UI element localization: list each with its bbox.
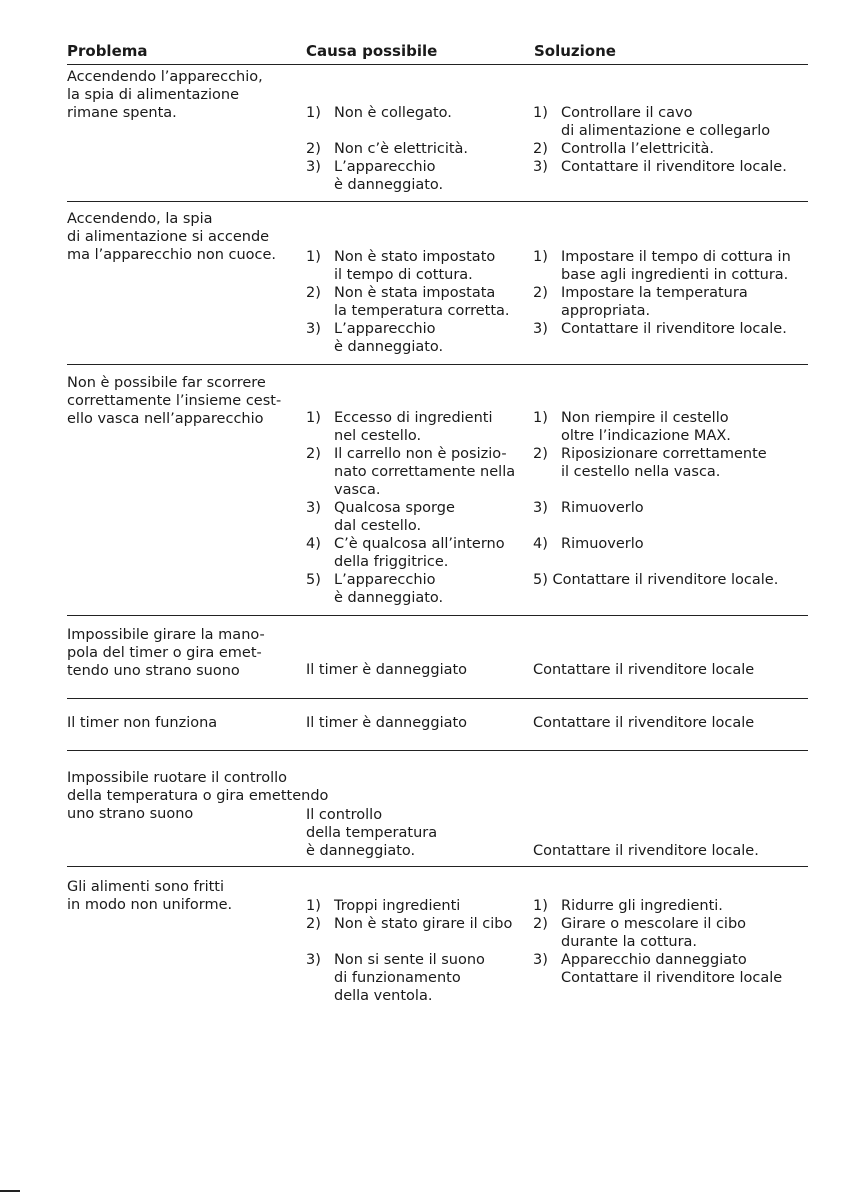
- item-text: nel cestello.: [334, 428, 422, 444]
- item-line: [533, 897, 782, 915]
- item-number: 1): [306, 898, 321, 914]
- item-line: [533, 266, 791, 284]
- item-line: [533, 661, 754, 679]
- item-text: è danneggiato.: [334, 590, 444, 606]
- solution-cell: [533, 661, 754, 679]
- list-item: [306, 915, 512, 933]
- problem-line: Impossibile ruotare il controllo: [67, 770, 287, 786]
- item-line: [306, 806, 437, 824]
- item-line: [533, 248, 791, 266]
- problem-line: Accendendo l’apparecchio,: [67, 69, 263, 85]
- cause-cell: [306, 409, 515, 607]
- item-line: [533, 842, 759, 860]
- item-line: [306, 897, 512, 915]
- item-number: 1): [533, 105, 548, 121]
- problem-line: Il timer non funziona: [67, 715, 218, 731]
- item-line: [306, 933, 512, 951]
- item-text: Non è stata impostata: [334, 285, 496, 301]
- cause-cell: [306, 104, 468, 194]
- item-line: [306, 284, 510, 302]
- item-number: 2): [306, 285, 321, 301]
- list-item: [306, 661, 467, 679]
- item-line: [533, 915, 782, 933]
- list-item: [306, 951, 512, 1005]
- item-text: Rimuoverlo: [561, 500, 644, 516]
- item-line: [533, 409, 778, 427]
- list-item: [306, 897, 512, 915]
- item-text: L’apparecchio: [334, 572, 436, 588]
- item-text: Non riempire il cestello: [561, 410, 729, 426]
- list-item: [533, 158, 787, 176]
- row-divider: [67, 698, 808, 699]
- problem-line: in modo non uniforme.: [67, 897, 233, 913]
- item-text: della ventola.: [334, 988, 433, 1004]
- list-item: [306, 535, 515, 571]
- item-line: [306, 302, 510, 320]
- list-item: [306, 806, 437, 860]
- item-text: oltre l’indicazione MAX.: [561, 428, 731, 444]
- list-item: [533, 481, 778, 499]
- item-text: Controllare il cavo: [561, 105, 693, 121]
- item-text: Non è stato girare il cibo: [334, 916, 513, 932]
- item-number: 3): [306, 952, 321, 968]
- problem-cell: [67, 714, 217, 732]
- problem-cell: [67, 374, 281, 428]
- list-item: [533, 517, 778, 535]
- item-line: [533, 104, 787, 122]
- item-line: [306, 158, 468, 176]
- item-line: [533, 481, 778, 499]
- item-text: Impostare il tempo di cottura in: [561, 249, 791, 265]
- item-line: [533, 427, 778, 445]
- list-item: [533, 951, 782, 987]
- list-item: [533, 571, 778, 589]
- item-line: [533, 445, 778, 463]
- item-line: [533, 463, 778, 481]
- item-text: durante la cottura.: [561, 934, 698, 950]
- problem-line: della temperatura o gira emettendo: [67, 788, 329, 804]
- item-line: [306, 987, 512, 1005]
- row-divider: [67, 201, 808, 202]
- item-line: [533, 140, 787, 158]
- item-text: Contattare il rivenditore locale: [533, 662, 755, 678]
- item-number: 2): [306, 916, 321, 932]
- item-text: Rimuoverlo: [561, 536, 644, 552]
- list-item: [533, 897, 782, 915]
- item-line: [533, 320, 791, 338]
- list-item: [533, 409, 778, 445]
- item-text: L’apparecchio: [334, 321, 436, 337]
- item-number: 3): [533, 952, 548, 968]
- cause-cell: [306, 806, 437, 860]
- item-text: Contattare il rivenditore locale: [561, 970, 783, 986]
- item-text: Troppi ingredienti: [334, 898, 461, 914]
- item-line: [306, 553, 515, 571]
- item-line: [306, 104, 468, 122]
- item-line: [306, 445, 515, 463]
- item-text: di alimentazione e collegarlo: [561, 123, 771, 139]
- solution-cell: [533, 248, 791, 338]
- item-text: Contattare il rivenditore locale.: [561, 159, 787, 175]
- item-text: base agli ingredienti in cottura.: [561, 267, 789, 283]
- list-item: [533, 320, 791, 338]
- item-line: [306, 499, 515, 517]
- item-text: Non c’è elettricità.: [334, 141, 469, 157]
- item-line: [306, 338, 510, 356]
- problem-line: ello vasca nell’apparecchio: [67, 411, 264, 427]
- cause-cell: [306, 248, 510, 356]
- list-item: [306, 933, 512, 951]
- problem-line: rimane spenta.: [67, 105, 177, 121]
- item-text: Contattare il rivenditore locale.: [533, 843, 759, 859]
- item-number: 2): [306, 141, 321, 157]
- item-text: vasca.: [334, 482, 381, 498]
- list-item: [306, 499, 515, 535]
- item-line: [533, 951, 782, 969]
- list-item: [306, 445, 515, 499]
- problem-line: Gli alimenti sono fritti: [67, 879, 224, 895]
- problem-line: uno strano suono: [67, 806, 194, 822]
- header-solution: Soluzione: [534, 42, 616, 60]
- item-text: Il carrello non è posizio-: [334, 446, 507, 462]
- item-text: della temperatura: [306, 825, 438, 841]
- problem-cell: [67, 68, 263, 122]
- item-text: Contattare il rivenditore locale: [533, 715, 755, 731]
- item-line: [533, 122, 787, 140]
- item-number: 2): [533, 285, 548, 301]
- problem-cell: [67, 769, 328, 823]
- list-item: [533, 284, 791, 320]
- item-text: nato correttamente nella: [334, 464, 516, 480]
- list-item: [533, 535, 778, 553]
- item-number: 1): [533, 249, 548, 265]
- item-number: 1): [306, 249, 321, 265]
- item-text: la temperatura corretta.: [334, 303, 510, 319]
- item-line: [306, 915, 512, 933]
- item-number: 1): [533, 410, 548, 426]
- list-item: [306, 140, 468, 158]
- row-divider: [67, 615, 808, 616]
- list-item: [306, 248, 510, 284]
- list-item: [533, 661, 754, 679]
- cause-cell: [306, 897, 512, 1005]
- item-text: Il controllo: [306, 807, 383, 823]
- problem-cell: [67, 626, 265, 680]
- item-number: 2): [533, 446, 548, 462]
- item-line: [533, 553, 778, 571]
- item-text: è danneggiato.: [306, 843, 416, 859]
- item-line: [306, 266, 510, 284]
- item-line: [533, 535, 778, 553]
- table-header: [67, 42, 808, 65]
- item-line: [306, 589, 515, 607]
- item-line: [306, 248, 510, 266]
- item-text: è danneggiato.: [334, 177, 444, 193]
- cause-cell: [306, 714, 467, 732]
- item-number: 4): [306, 536, 321, 552]
- problem-line: Non è possibile far scorrere: [67, 375, 266, 391]
- item-line: [533, 517, 778, 535]
- item-text: Il timer è danneggiato: [306, 662, 468, 678]
- item-number: 1): [306, 410, 321, 426]
- list-item: [533, 553, 778, 571]
- list-item: [533, 104, 787, 140]
- list-item: [533, 842, 759, 860]
- problem-line: Impossibile girare la mano-: [67, 627, 265, 643]
- item-line: [306, 842, 437, 860]
- item-line: [306, 535, 515, 553]
- solution-cell: [533, 897, 782, 987]
- item-line: [306, 122, 468, 140]
- item-number: 1): [533, 898, 548, 914]
- list-item: [533, 140, 787, 158]
- item-text: Girare o mescolare il cibo: [561, 916, 747, 932]
- cause-cell: [306, 661, 467, 679]
- item-line: [306, 951, 512, 969]
- item-line: [306, 517, 515, 535]
- item-text: Impostare la temperatura: [561, 285, 748, 301]
- item-line: [306, 661, 467, 679]
- item-number: 3): [306, 321, 321, 337]
- item-line: [533, 571, 778, 589]
- problem-cell: [67, 210, 276, 264]
- item-line: [533, 933, 782, 951]
- problem-line: la spia di alimentazione: [67, 87, 240, 103]
- item-line: [306, 824, 437, 842]
- item-text: Ridurre gli ingredienti.: [561, 898, 723, 914]
- item-number: 2): [533, 141, 548, 157]
- item-line: [306, 463, 515, 481]
- problem-line: correttamente l’insieme cest-: [67, 393, 282, 409]
- item-text: L’apparecchio: [334, 159, 436, 175]
- item-line: [306, 176, 468, 194]
- item-text: di funzionamento: [334, 970, 461, 986]
- header-problem: Problema: [67, 42, 148, 60]
- item-line: [533, 714, 754, 732]
- problem-line: di alimentazione si accende: [67, 229, 270, 245]
- item-number: 2): [306, 446, 321, 462]
- item-number: 2): [533, 916, 548, 932]
- problem-cell: [67, 878, 232, 914]
- item-line: [533, 969, 782, 987]
- item-line: [306, 409, 515, 427]
- item-number: 4): [533, 536, 548, 552]
- solution-cell: [533, 104, 787, 176]
- list-item: [306, 714, 467, 732]
- item-line: [306, 427, 515, 445]
- list-item: [306, 571, 515, 607]
- problem-line: ma l’apparecchio non cuoce.: [67, 247, 277, 263]
- problem-line: tendo uno strano suono: [67, 663, 240, 679]
- item-line: [306, 571, 515, 589]
- solution-cell: [533, 714, 754, 732]
- item-text: il cestello nella vasca.: [561, 464, 721, 480]
- item-text: Non è stato impostato: [334, 249, 496, 265]
- list-item: [533, 714, 754, 732]
- item-number: 3): [533, 321, 548, 337]
- item-number: 3): [306, 159, 321, 175]
- problem-line: Accendendo, la spia: [67, 211, 213, 227]
- item-text: dal cestello.: [334, 518, 422, 534]
- list-item: [306, 158, 468, 194]
- item-text: Apparecchio danneggiato: [561, 952, 747, 968]
- row-divider: [67, 750, 808, 751]
- list-item: [533, 499, 778, 517]
- row-divider: [67, 364, 808, 365]
- item-text: Riposizionare correttamente: [561, 446, 767, 462]
- item-line: [306, 481, 515, 499]
- item-number: 1): [306, 105, 321, 121]
- item-text: è danneggiato.: [334, 339, 444, 355]
- item-line: [533, 302, 791, 320]
- list-item: [306, 320, 510, 356]
- solution-cell: [533, 842, 759, 860]
- item-line: [533, 284, 791, 302]
- problem-line: pola del timer o gira emet-: [67, 645, 262, 661]
- list-item: [306, 284, 510, 320]
- item-line: [306, 969, 512, 987]
- item-text: 5) Contattare il rivenditore locale.: [533, 572, 779, 588]
- item-number: 5): [306, 572, 321, 588]
- item-text: Il timer è danneggiato: [306, 715, 468, 731]
- header-cause: Causa possibile: [306, 42, 438, 60]
- item-text: Non è collegato.: [334, 105, 452, 121]
- list-item: [533, 248, 791, 284]
- item-text: C’è qualcosa all’interno: [334, 536, 505, 552]
- item-line: [306, 140, 468, 158]
- solution-cell: [533, 409, 778, 589]
- item-text: della friggitrice.: [334, 554, 449, 570]
- item-text: Contattare il rivenditore locale.: [561, 321, 787, 337]
- item-text: appropriata.: [561, 303, 651, 319]
- item-line: [533, 158, 787, 176]
- item-text: Controlla l’elettricità.: [561, 141, 714, 157]
- item-number: 3): [533, 500, 548, 516]
- item-number: 3): [533, 159, 548, 175]
- item-text: Eccesso di ingredienti: [334, 410, 493, 426]
- item-line: [533, 499, 778, 517]
- item-text: Qualcosa sporge: [334, 500, 455, 516]
- item-number: 3): [306, 500, 321, 516]
- list-item: [306, 122, 468, 140]
- item-text: Non si sente il suono: [334, 952, 485, 968]
- item-line: [306, 714, 467, 732]
- list-item: [306, 104, 468, 122]
- item-line: [306, 320, 510, 338]
- list-item: [533, 915, 782, 951]
- list-item: [533, 445, 778, 481]
- list-item: [306, 409, 515, 445]
- item-text: il tempo di cottura.: [334, 267, 473, 283]
- row-divider: [67, 866, 808, 867]
